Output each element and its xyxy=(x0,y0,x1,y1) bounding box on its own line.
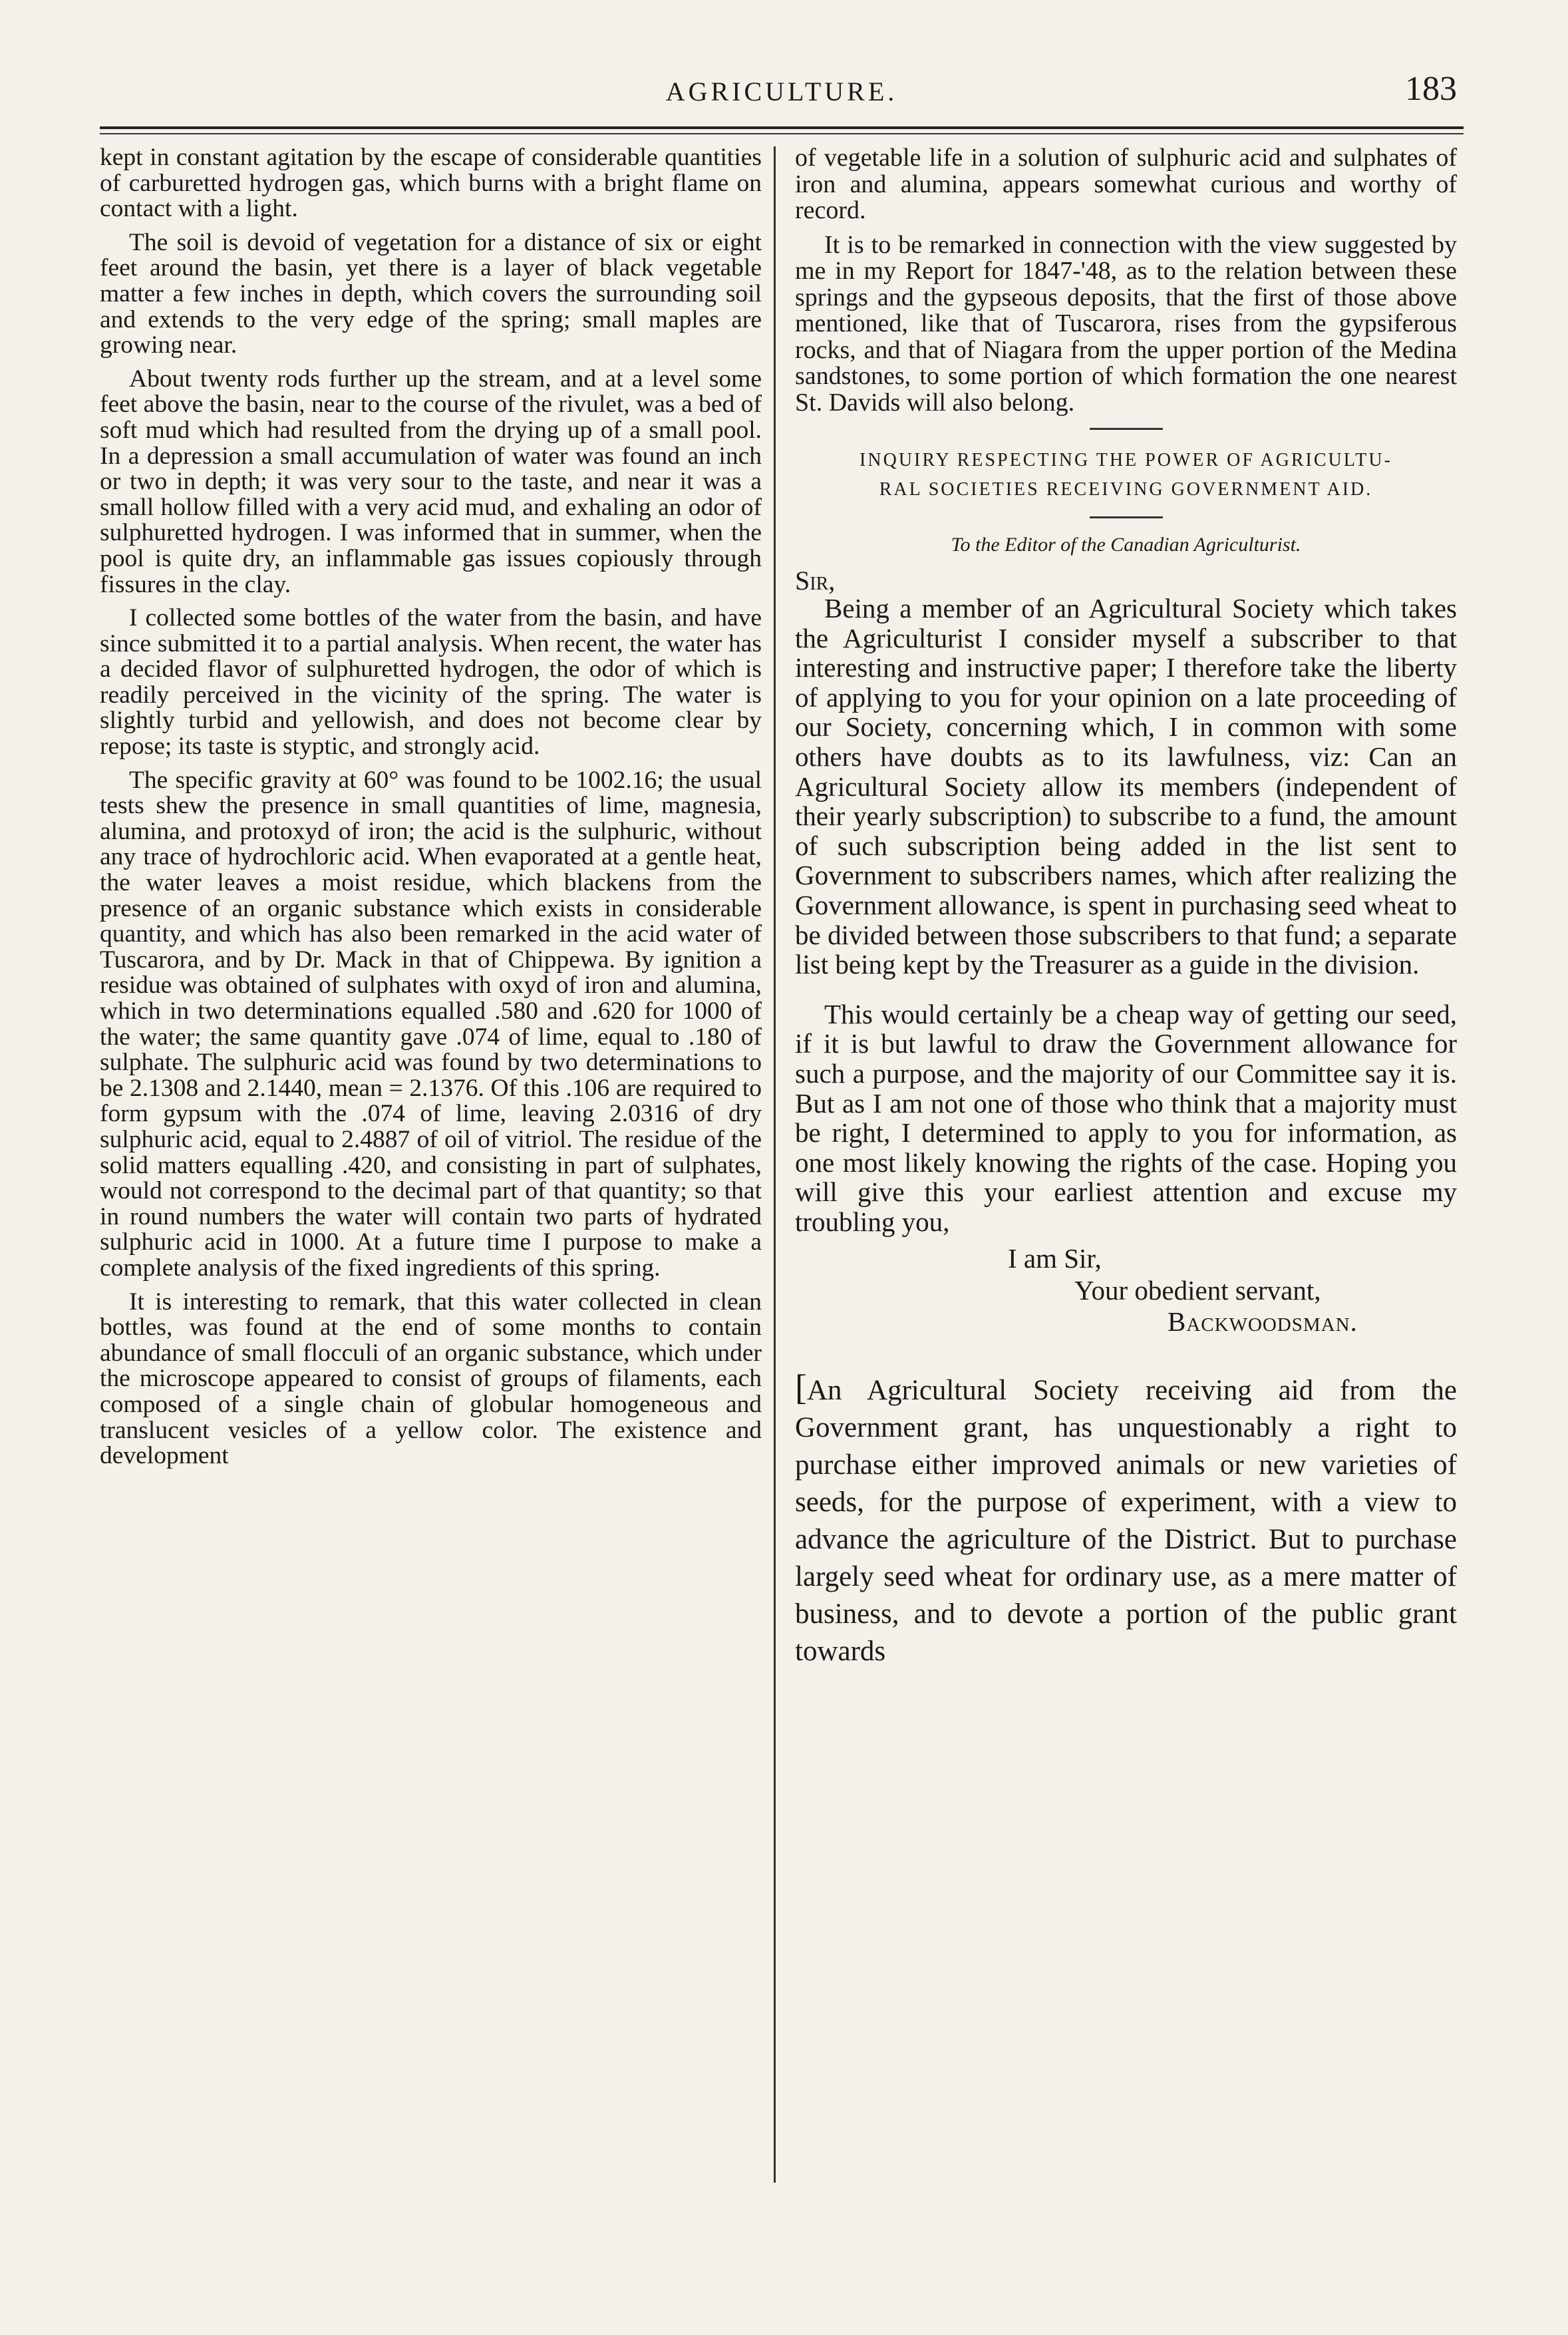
closing: I am Sir, xyxy=(1008,1243,1102,1274)
paragraph: It is interesting to remark, that this water collected in clean bottles, was found at the end of some months to contain abundance of small flocculi of an organic substance, which under the microscope appeared to consist of groups of filaments, each composed of a single chain of globular homogeneous and translucent vesicles of a yellow color. The existence and development xyxy=(100,1288,762,1470)
section-heading-line: INQUIRY RESPECTING THE POWER OF AGRICULTU- xyxy=(860,450,1392,470)
paragraph: The soil is devoid of vegetation for a distance of six or eight feet around the basin, yet there is a layer of black vegetable matter a few inches in depth, which covers the surrounding soil and extends to the very edge of the spring; small maples are growing near. xyxy=(100,228,762,359)
header-rule-thick xyxy=(100,126,1464,129)
paragraph: of vegetable life in a solution of sulphuric acid and sulphates of iron and alumina, appears somewhat curious and worthy of record. xyxy=(795,144,1457,224)
paragraph: About twenty rods further up the stream, and at a level some feet above the basin, near to the course of the rivulet, was a bed of soft mud which had resulted from the drying up of a small pool. In a depression a small accumulation of water was found an inch or two in depth; it was very sour to the taste, and near it was a small hollow filled with a very acid mud, and exhaling an odor of sulphuretted hydrogen. I was informed that in summer, when the pool is quite dry, an inflammable gas issues copiously through fissures in the clay. xyxy=(100,365,762,598)
header-rule-thin xyxy=(100,133,1464,134)
closing: Your obedient servant, xyxy=(1074,1274,1321,1306)
salutation: Sir, xyxy=(795,565,836,596)
column-divider xyxy=(774,146,776,2183)
reply-bracket: [ xyxy=(795,1367,807,1407)
editor-reply xyxy=(795,1369,1457,1670)
editor-address: To the Editor of the Canadian Agriculturist. xyxy=(951,534,1301,556)
reply-text: An Agricultural Society receiving aid from the Government grant, has unquestionably a right to purchase either improved animals or new varieties of seeds, for the purpose of experiment, with a view to advance the agriculture of the District. But to purchase largely seed wheat for ordinary use, as a mere matter of business, and to devote a portion of the public grant towards xyxy=(795,1374,1457,1667)
running-title: AGRICULTURE. xyxy=(665,77,898,106)
paragraph: I collected some bottles of the water from the basin, and have since submitted it to a partial analysis. When recent, the water has a decided flavor of sulphuretted hydrogen, the odor of which is readily perceived in the vicinity of the spring. The water is slightly turbid and yellowish, and does not become clear by repose; its taste is styptic, and strongly acid. xyxy=(100,604,762,761)
letter-paragraph: Being a member of an Agricultural Society which takes the Agriculturist I consider myself a subscriber to that interesting and instructive paper; I therefore take the liberty of applying to you for your opinion on a late proceeding of our Society, concerning which, I in common with some others have doubts as to its lawfulness, viz: Can an Agricultural Society allow its members (independent of their yearly subscription) to subscribe to a fund, the amount of such subscription being added in the list sent to Government to subscribers names, which after realizing the Government allowance, is spent in purchasing seed wheat to be divided between those subscribers to that fund; a separate list being kept by the Treasurer as a guide in the division. xyxy=(795,593,1457,980)
right-column xyxy=(795,145,1457,1670)
paragraph: The specific gravity at 60° was found to be 1002.16; the usual tests shew the presence in small quantities of lime, magnesia, alumina, and protoxyd of iron; the acid is the sulphuric, without any trace of hydrochloric acid. When evaporated at a gentle heat, the water leaves a moist residue, which blackens from the presence of an organic substance which exists in considerable quantity, and which has also been remarked in the acid water of Tuscarora, and by Dr. Mack in that of Chippewa. By ignition a residue was obtained of sulphates with oxyd of iron and alumina, which in two determinations equalled .580 and .620 for 1000 of the water; the same quantity gave .074 of lime, equal to .180 of sulphate. The sulphuric acid was found by two determinations to be 2.1308 and 2.1440, mean = 2.1376. Of this .106 are required to form gypsum with the .074 of lime, leaving 2.0316 of dry sulphuric acid, equal to 2.4887 of oil of vitriol. The residue of the solid matters equalling .420, and consisting in part of sulphates, would not correspond to the decimal part of that quantity; so that in round numbers the water will contain two parts of hydrated sulphuric acid in 1000. At a future time I purpose to make a complete analysis of the fixed ingredients of this spring. xyxy=(100,766,762,1282)
paragraph: kept in constant agitation by the escape of considerable quantities of carburetted hydrogen gas, which burns with a bright flame on contact with a light. xyxy=(100,144,762,223)
signature: Backwoodsman. xyxy=(1168,1306,1358,1338)
letter-paragraph: This would certainly be a cheap way of getting our seed, if it is but lawful to draw the Government allowance for such a purpose, and the majority of our Committee say it is. But as I am not one of those who think that a majority must be right, I determined to apply to you for information, as one most likely knowing the rights of the case. Hoping you will give this your earliest attention and excuse my troubling you, xyxy=(795,998,1457,1237)
section-heading-line: RAL SOCIETIES RECEIVING GOVERNMENT AID. xyxy=(879,479,1373,500)
page-header xyxy=(100,69,1464,129)
section-divider xyxy=(1090,428,1163,430)
left-column xyxy=(100,145,762,1469)
page-number: 183 xyxy=(1405,70,1457,108)
section-heading xyxy=(795,446,1457,504)
paragraph: It is to be remarked in connection with the view suggested by me in my Report for 1847-'48, as to the relation between these springs and the gypseous deposits, that the first of those above mentioned, like that of Tuscarora, rises from the gypsiferous rocks, and that of Niagara from the upper portion of the Medina sandstones, to some portion of which formation the one nearest St. Davids will also belong. xyxy=(795,230,1457,417)
section-divider xyxy=(1090,516,1163,518)
